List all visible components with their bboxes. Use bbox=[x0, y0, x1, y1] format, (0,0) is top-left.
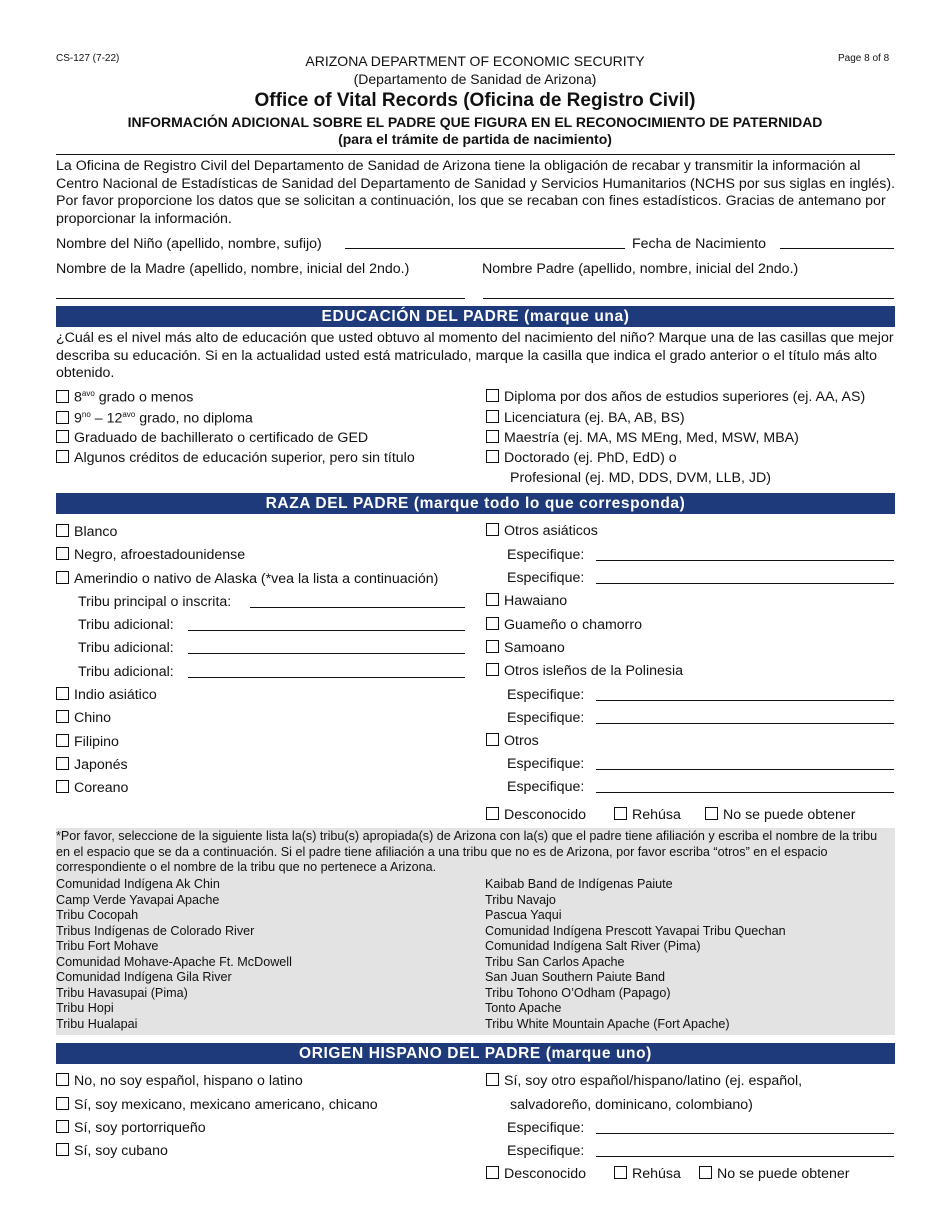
checkbox[interactable] bbox=[56, 547, 69, 560]
list-item: Tonto Apache bbox=[485, 1001, 562, 1015]
list-item: Tribu San Carlos Apache bbox=[485, 954, 625, 969]
office-title: Office of Vital Records (Oficina de Registro Civil) bbox=[254, 90, 696, 111]
list-item: Tribu Cocopah bbox=[56, 908, 139, 922]
list-item: Comunidad Indígena Ak Chin bbox=[56, 877, 220, 891]
hispanic-mexican[interactable]: Sí, soy mexicano, mexicano americano, chicano bbox=[56, 1097, 378, 1113]
edu-option-associate[interactable]: Diploma por dos años de estudios superiores (ej. AA, AS) bbox=[486, 389, 865, 405]
list-item: San Juan Southern Paiute Band bbox=[485, 970, 665, 984]
checkbox[interactable] bbox=[56, 710, 69, 723]
specify-label: Especifique: bbox=[507, 547, 585, 563]
race-refused[interactable]: Rehúsa bbox=[614, 807, 681, 823]
list-item: Tribu Havasupai (Pima) bbox=[56, 985, 188, 1000]
hispanic-other[interactable]: Sí, soy otro español/hispano/latino (ej. español, bbox=[486, 1073, 802, 1089]
checkbox[interactable] bbox=[56, 780, 69, 793]
tribe-list-right bbox=[485, 877, 786, 1032]
tribe-add-field-1[interactable] bbox=[188, 630, 465, 631]
specify-label: Especifique: bbox=[507, 687, 585, 703]
list-item: Comunidad Indígena Salt River (Pima) bbox=[485, 939, 701, 953]
specify-field[interactable] bbox=[596, 769, 894, 770]
tribe-add-label-1: Tribu adicional: bbox=[78, 617, 174, 633]
form-subtitle-2: (para el trámite de partida de nacimiento) bbox=[338, 131, 612, 147]
list-item: Tribu Tohono O’Odham (Papago) bbox=[485, 985, 671, 1000]
checkbox[interactable] bbox=[486, 807, 499, 820]
specify-label: Especifique: bbox=[507, 1120, 585, 1136]
checkbox[interactable] bbox=[486, 593, 499, 606]
hispanic-other-examples: salvadoreño, dominicano, colombiano) bbox=[510, 1097, 753, 1113]
tribe-list-left bbox=[56, 877, 292, 1032]
hispanic-refused[interactable]: Rehúsa bbox=[614, 1166, 681, 1182]
checkbox[interactable] bbox=[486, 410, 499, 423]
hispanic-not-obtainable[interactable]: No se puede obtener bbox=[699, 1166, 850, 1182]
department-title: ARIZONA DEPARTMENT OF ECONOMIC SECURITY bbox=[305, 53, 645, 69]
list-item: Tribu Navajo bbox=[485, 892, 556, 907]
checkbox[interactable] bbox=[56, 1097, 69, 1110]
checkbox[interactable] bbox=[56, 524, 69, 537]
race-black[interactable]: Negro, afroestadounidense bbox=[56, 547, 245, 563]
tribe-add-field-2[interactable] bbox=[188, 653, 465, 654]
checkbox[interactable] bbox=[614, 1166, 627, 1179]
checkbox[interactable] bbox=[486, 617, 499, 630]
hispanic-header: ORIGEN HISPANO DEL PADRE (marque uno) bbox=[56, 1043, 895, 1064]
list-item: Pascua Yaqui bbox=[485, 908, 562, 922]
list-item: Tribu Hopi bbox=[56, 1001, 114, 1015]
list-item: Tribus Indígenas de Colorado River bbox=[56, 923, 255, 938]
race-hawaiian[interactable]: Hawaiano bbox=[486, 593, 567, 609]
education-question: ¿Cuál es el nivel más alto de educación que usted obtuvo al momento del nacimiento del niño? Marque una de las casillas que mejor describa su educación. Si en la actualidad usted está matriculado, marque la casilla que indica el grado anterior o el título más alto obtenido. bbox=[56, 330, 894, 381]
checkbox[interactable] bbox=[56, 1143, 69, 1156]
checkbox[interactable] bbox=[56, 734, 69, 747]
page-number: Page 8 of 8 bbox=[838, 53, 890, 64]
race-other[interactable]: Otros bbox=[486, 733, 539, 749]
specify-field[interactable] bbox=[596, 792, 894, 793]
edu-option-master[interactable]: Maestría (ej. MA, MS MEng, Med, MSW, MBA) bbox=[486, 430, 799, 446]
race-japanese[interactable]: Japonés bbox=[56, 757, 128, 773]
form-subtitle: INFORMACIÓN ADICIONAL SOBRE EL PADRE QUE FIGURA EN EL RECONOCIMIENTO DE PATERNIDAD bbox=[127, 114, 823, 130]
race-guamanian[interactable]: Guameño o chamorro bbox=[486, 617, 642, 633]
race-chinese[interactable]: Chino bbox=[56, 710, 111, 726]
checkbox[interactable] bbox=[56, 757, 69, 770]
list-item: Tribu Fort Mohave bbox=[56, 939, 159, 953]
specify-label: Especifique: bbox=[507, 779, 585, 795]
race-unknown[interactable]: Desconocido bbox=[486, 807, 586, 823]
birth-date-label: Fecha de Nacimiento bbox=[632, 236, 767, 252]
checkbox[interactable] bbox=[56, 571, 69, 584]
hispanic-cuban[interactable]: Sí, soy cubano bbox=[56, 1143, 168, 1159]
checkbox[interactable] bbox=[486, 450, 499, 463]
list-item: Tribu Hualapai bbox=[56, 1016, 138, 1031]
checkbox[interactable] bbox=[699, 1166, 712, 1179]
edu-option-doctorate[interactable]: Doctorado (ej. PhD, EdD) o bbox=[486, 450, 677, 466]
edu-option-9-12[interactable]: $9^{no} - 12^{avo}$ grado, no diploma bbox=[56, 410, 253, 427]
race-other-asian[interactable]: Otros asiáticos bbox=[486, 523, 598, 539]
specify-field[interactable] bbox=[596, 1133, 894, 1134]
education-header: EDUCACIÓN DEL PADRE (marque una) bbox=[56, 306, 895, 327]
birth-date-field[interactable] bbox=[780, 248, 894, 249]
specify-label: Especifique: bbox=[507, 756, 585, 772]
checkbox[interactable] bbox=[56, 1073, 69, 1086]
edu-option-ged[interactable]: Graduado de bachillerato o certificado de GED bbox=[56, 430, 368, 446]
tribe-add-field-3[interactable] bbox=[188, 677, 465, 678]
race-not-obtainable[interactable]: No se puede obtener bbox=[705, 807, 856, 823]
hispanic-puerto-rican[interactable]: Sí, soy portorriqueño bbox=[56, 1120, 206, 1136]
checkbox[interactable] bbox=[56, 430, 69, 443]
mother-name-label: Nombre de la Madre (apellido, nombre, inicial del 2ndo.) bbox=[56, 261, 410, 277]
checkbox[interactable] bbox=[56, 411, 69, 424]
race-other-pacific[interactable]: Otros isleños de la Polinesia bbox=[486, 663, 683, 679]
edu-option-bachelor[interactable]: Licenciatura (ej. BA, AB, BS) bbox=[486, 410, 685, 426]
intro-paragraph: La Oficina de Registro Civil del Departamento de Sanidad de Arizona tiene la obligación de recabar y transmitir la información al Centro Nacional de Estadísticas de Sanidad del Departamento de Sanidad y Servicios Humanitarios (NCHS por sus siglas en inglés). Por favor proporcione los datos que se solicitan a continuación, los que se recaban con fines estadísticos. Gracias de antemano por proporcionar la información. bbox=[56, 158, 896, 227]
hispanic-unknown[interactable]: Desconocido bbox=[486, 1166, 586, 1182]
checkbox[interactable] bbox=[705, 807, 718, 820]
hispanic-no[interactable]: No, no soy español, hispano o latino bbox=[56, 1073, 303, 1089]
checkbox[interactable] bbox=[56, 450, 69, 463]
checkbox[interactable] bbox=[486, 523, 499, 536]
specify-field[interactable] bbox=[596, 723, 894, 724]
tribe-add-label-2: Tribu adicional: bbox=[78, 640, 174, 656]
tribe-main-field[interactable] bbox=[250, 607, 465, 608]
father-name-label: Nombre Padre (apellido, nombre, inicial del 2ndo.) bbox=[482, 261, 799, 277]
tribe-add-label-3: Tribu adicional: bbox=[78, 664, 174, 680]
specify-field[interactable] bbox=[596, 700, 894, 701]
checkbox[interactable] bbox=[486, 1073, 499, 1086]
checkbox[interactable] bbox=[486, 430, 499, 443]
specify-field[interactable] bbox=[596, 1156, 894, 1157]
specify-field[interactable] bbox=[596, 583, 894, 584]
form-id: CS-127 (7-22) bbox=[56, 53, 120, 64]
race-korean[interactable]: Coreano bbox=[56, 780, 128, 796]
tribe-main-label: Tribu principal o inscrita: bbox=[78, 594, 232, 610]
child-name-label: Nombre del Niño (apellido, nombre, sufijo) bbox=[56, 236, 322, 252]
edu-option-some-college[interactable]: Algunos créditos de educación superior, pero sin título bbox=[56, 450, 415, 466]
department-subtitle: (Departamento de Sanidad de Arizona) bbox=[353, 71, 597, 87]
race-amerindian[interactable]: Amerindio o nativo de Alaska (*vea la lista a continuación) bbox=[56, 571, 438, 587]
checkbox[interactable] bbox=[486, 640, 499, 653]
checkbox[interactable] bbox=[56, 687, 69, 700]
tribe-note: *Por favor, seleccione de la siguiente lista la(s) tribu(s) apropiada(s) de Arizona con la(s) que el padre tiene afiliación y escriba el nombre de la tribu en el espacio que se da a continuación. Si el padre tiene afiliación a una tribu que no es de Arizona, por favor escriba “otros” en el espacio correspondiente o el nombre de la tribu que no pertenece a Arizona. bbox=[56, 829, 878, 874]
edu-option-8th[interactable]: $8^{avo}$ grado o menos bbox=[56, 389, 193, 406]
child-name-field[interactable] bbox=[345, 248, 625, 249]
list-item: Tribu White Mountain Apache (Fort Apache) bbox=[485, 1016, 730, 1031]
list-item: Comunidad Indígena Gila River bbox=[56, 970, 232, 984]
specify-label: Especifique: bbox=[507, 710, 585, 726]
specify-label: Especifique: bbox=[507, 1143, 585, 1159]
checkbox[interactable] bbox=[486, 389, 499, 402]
father-name-field[interactable] bbox=[483, 298, 894, 299]
race-white[interactable]: Blanco bbox=[56, 524, 117, 540]
list-item: Comunidad Mohave-Apache Ft. McDowell bbox=[56, 954, 292, 969]
list-item: Comunidad Indígena Prescott Yavapai Tribu Quechan bbox=[485, 923, 786, 938]
specify-field[interactable] bbox=[596, 560, 894, 561]
checkbox[interactable] bbox=[486, 663, 499, 676]
mother-name-field[interactable] bbox=[56, 298, 465, 299]
checkbox[interactable] bbox=[614, 807, 627, 820]
checkbox[interactable] bbox=[486, 733, 499, 746]
race-samoan[interactable]: Samoano bbox=[486, 640, 565, 656]
race-asian-indian[interactable]: Indio asiático bbox=[56, 687, 157, 703]
race-header: RAZA DEL PADRE (marque todo lo que corresponda) bbox=[56, 493, 895, 514]
checkbox[interactable] bbox=[486, 1166, 499, 1179]
list-item: Camp Verde Yavapai Apache bbox=[56, 892, 220, 907]
header-divider bbox=[56, 154, 895, 155]
list-item: Kaibab Band de Indígenas Paiute bbox=[485, 877, 673, 891]
edu-option-professional-label: Profesional (ej. MD, DDS, DVM, LLB, JD) bbox=[510, 470, 771, 486]
checkbox[interactable] bbox=[56, 390, 69, 403]
specify-label: Especifique: bbox=[507, 570, 585, 586]
checkbox[interactable] bbox=[56, 1120, 69, 1133]
race-filipino[interactable]: Filipino bbox=[56, 734, 119, 750]
